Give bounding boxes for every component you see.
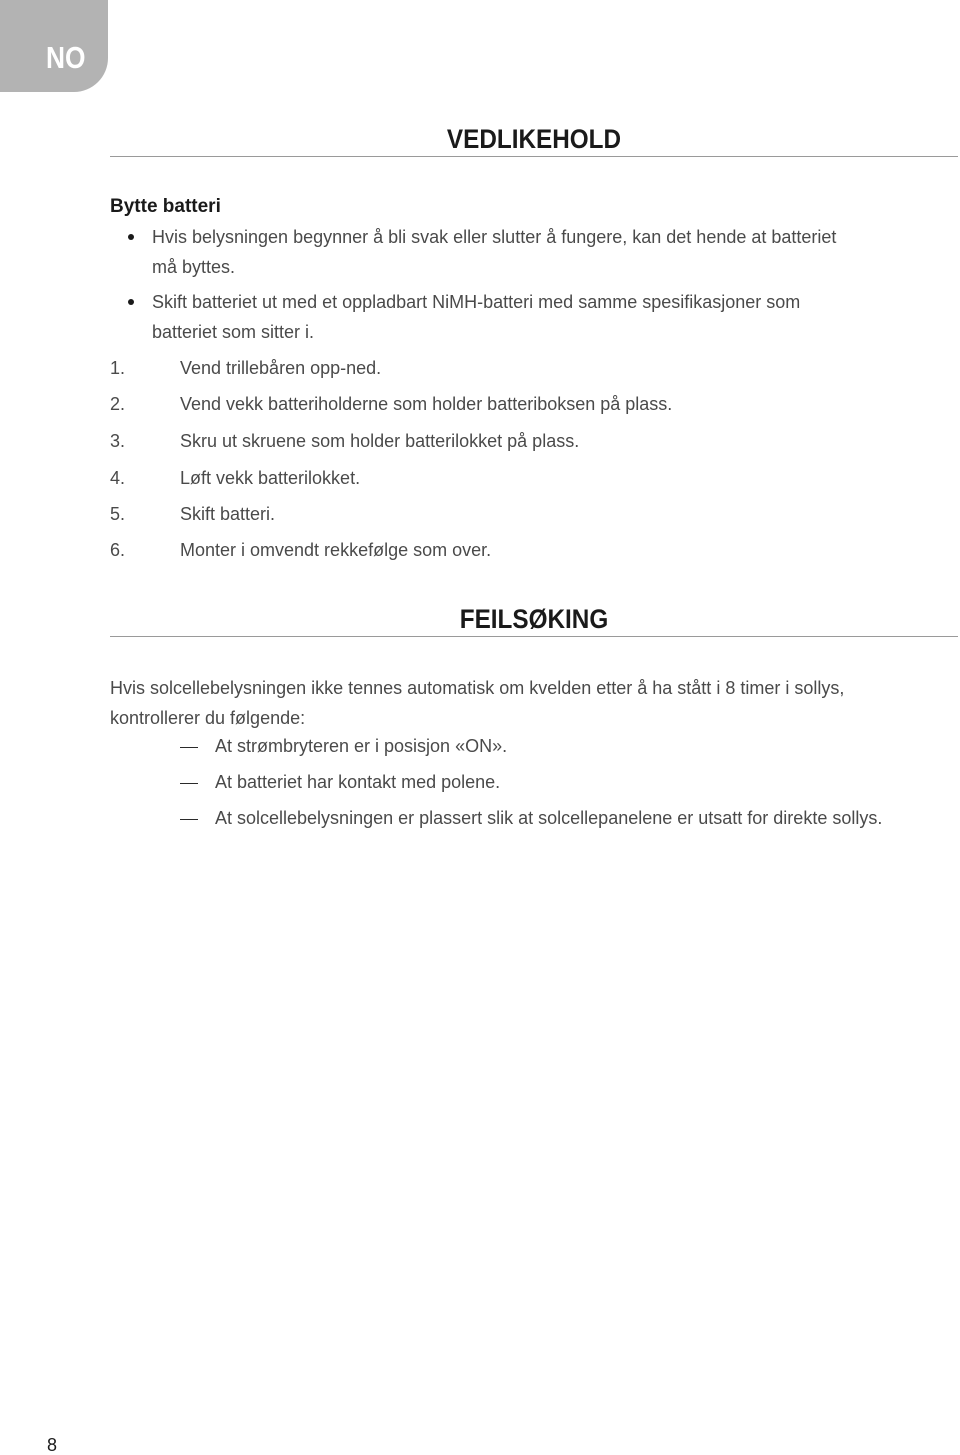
step-text: Skift batteri.: [180, 504, 276, 524]
troubleshooting-title: FEILSØKING: [459, 604, 609, 634]
check-item: At solcellebelysningen er plassert slik at solcellepanelene er utsatt for direkte sollys.: [215, 808, 883, 828]
language-tab: [0, 0, 108, 92]
step-number: 5.: [110, 504, 126, 524]
maintenance-title: VEDLIKEHOLD: [446, 124, 622, 154]
battery-subheading: Bytte batteri: [110, 196, 221, 217]
step-number: 6.: [110, 540, 126, 560]
step-text: Vend trillebåren opp-ned.: [180, 358, 382, 378]
bullet-1-line-2: må byttes.: [152, 257, 236, 277]
step-number: 4.: [110, 468, 126, 488]
step-number: 3.: [110, 431, 126, 451]
step-text: Vend vekk batteriholderne som holder batteriboksen på plass.: [180, 394, 673, 414]
bullet-2-line-1: Skift batteriet ut med et oppladbart NiMH-batteri med samme spesifikasjoner som: [152, 292, 801, 312]
step-number: 1.: [110, 358, 126, 378]
troubleshooting-divider: [110, 636, 958, 637]
maintenance-divider: [110, 156, 958, 157]
dash-marker: [180, 747, 198, 748]
step-text: Skru ut skruene som holder batterilokket på plass.: [180, 431, 580, 451]
step-text: Løft vekk batterilokket.: [180, 468, 361, 488]
troubleshooting-intro-line-1: Hvis solcellebelysningen ikke tennes automatisk om kvelden etter å ha stått i 8 timer i sollys,: [110, 678, 845, 698]
dash-marker: [180, 783, 198, 784]
bullet-1-line-1: Hvis belysningen begynner å bli svak eller slutter å fungere, kan det hende at batteriet: [152, 227, 837, 247]
step-text: Monter i omvendt rekkefølge som over.: [180, 540, 492, 560]
bullet-dot: [128, 299, 134, 305]
language-code: NO: [46, 40, 86, 75]
troubleshooting-intro-line-2: kontrollerer du følgende:: [110, 708, 306, 728]
step-number: 2.: [110, 394, 126, 414]
check-item: At batteriet har kontakt med polene.: [215, 772, 501, 792]
bullet-dot: [128, 234, 134, 240]
bullet-2-line-2: batteriet som sitter i.: [152, 322, 315, 342]
check-item: At strømbryteren er i posisjon «ON».: [215, 736, 508, 756]
page-number: 8: [47, 1435, 58, 1455]
dash-marker: [180, 819, 198, 820]
